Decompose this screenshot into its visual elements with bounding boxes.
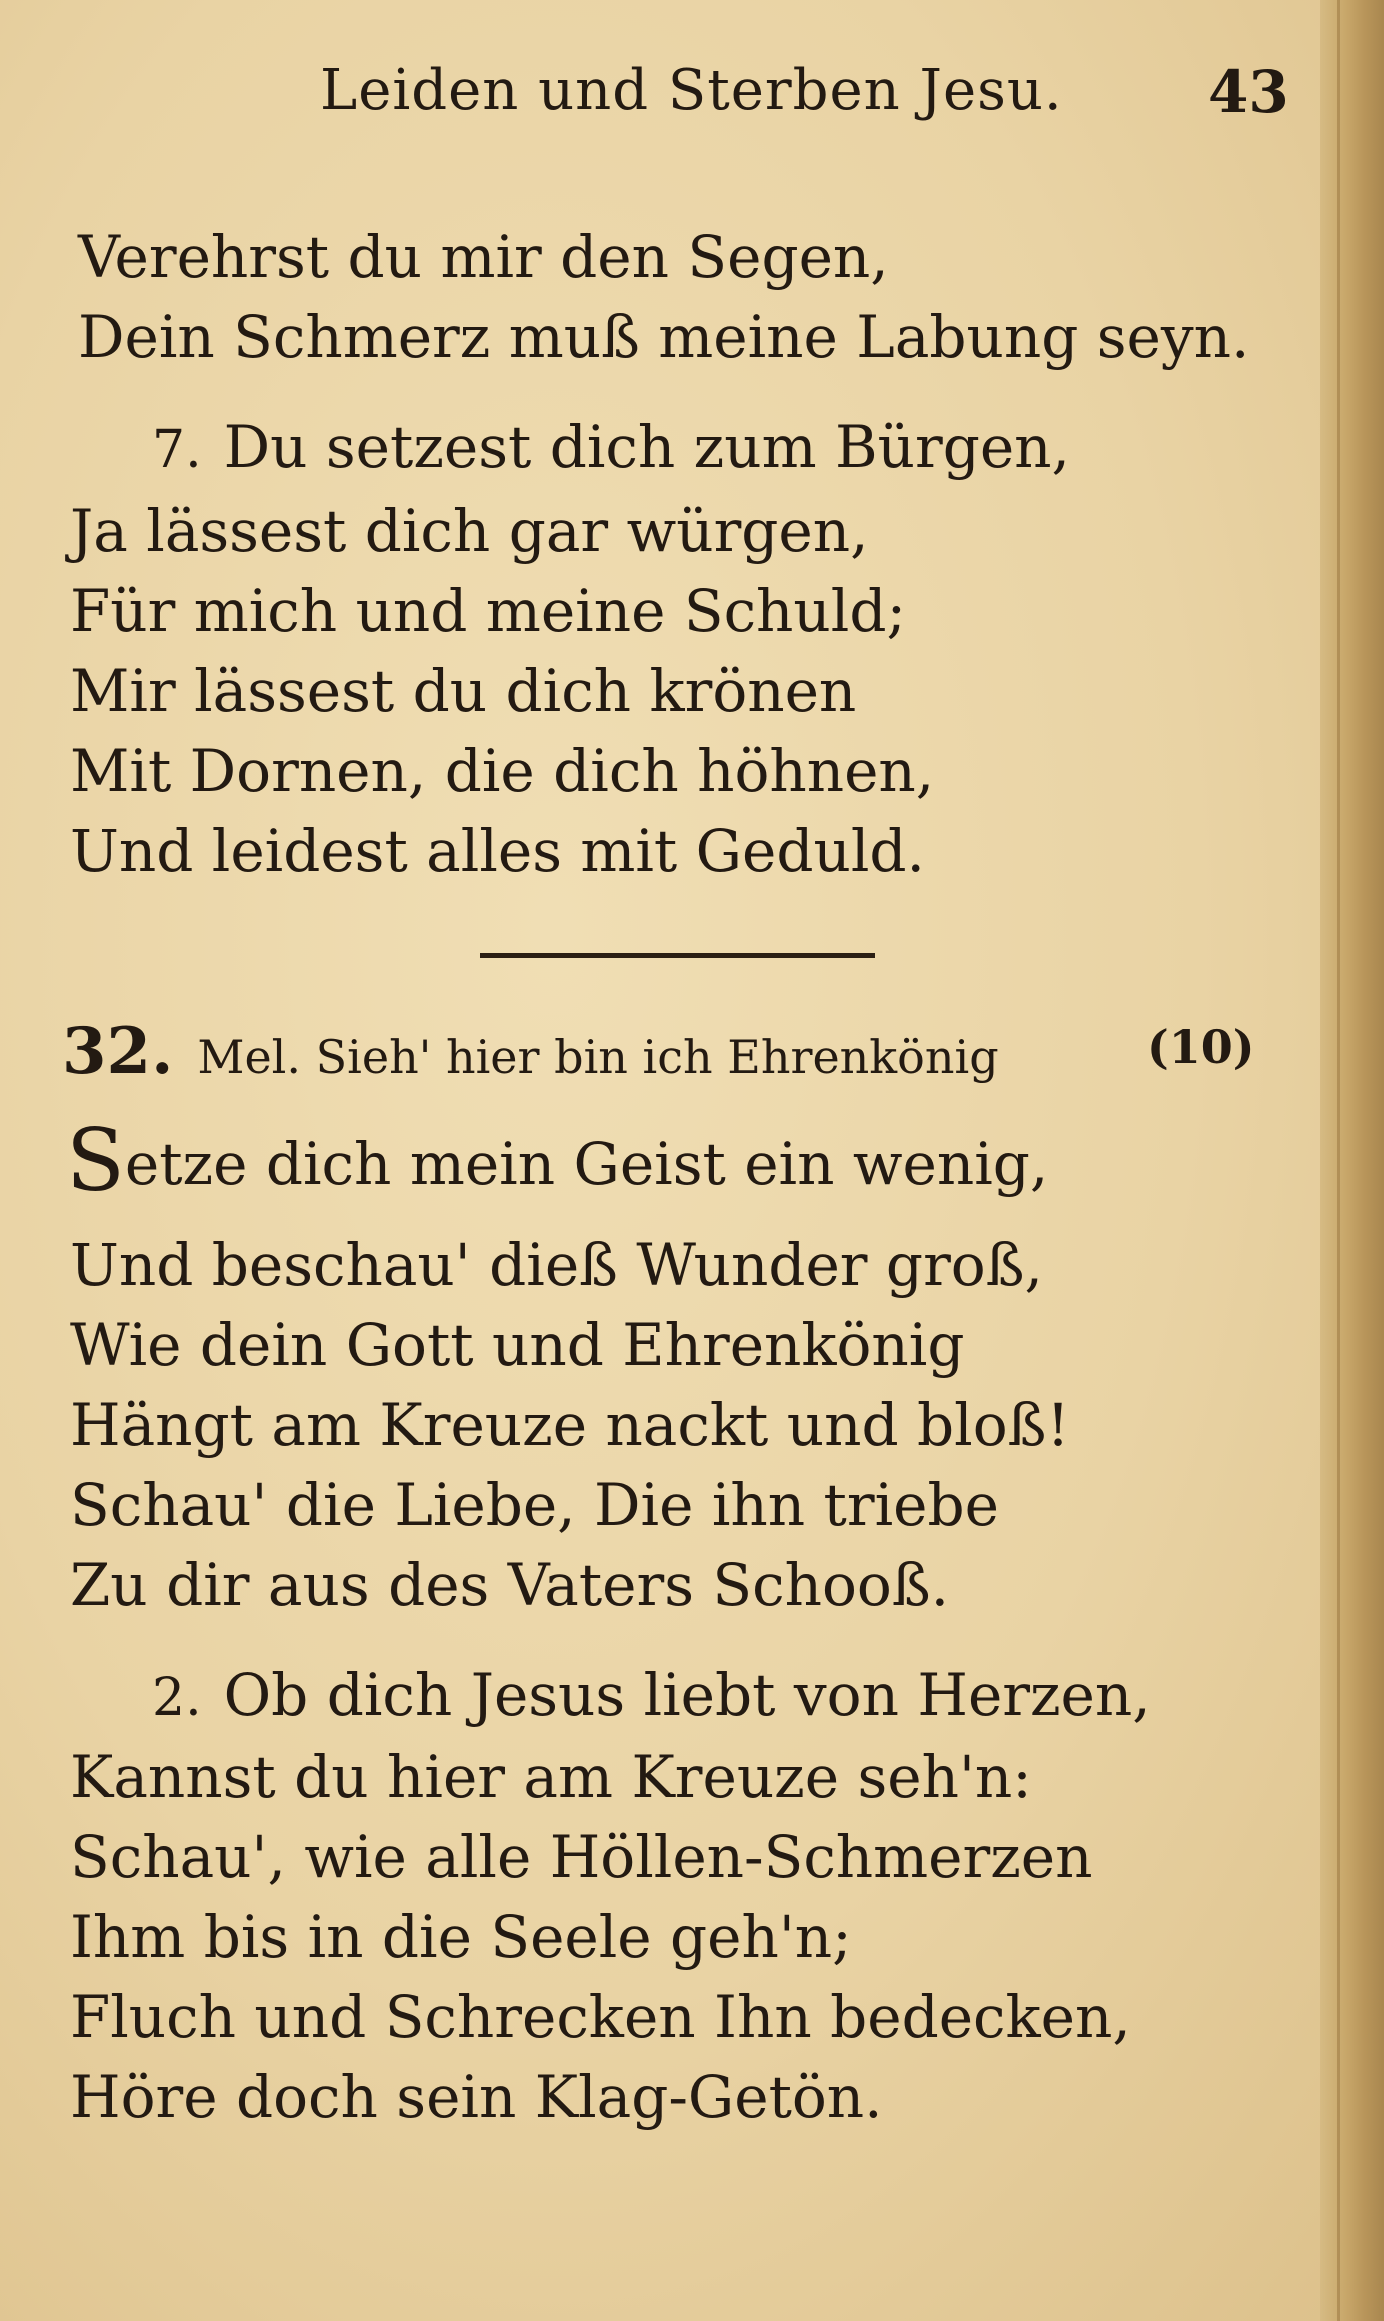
verse-line: Wie dein Gott und Ehrenkönig [70, 1311, 965, 1379]
hymn-number: 32. [62, 1014, 174, 1089]
verse-line: Mit Dornen, die dich höhnen, [70, 737, 935, 805]
page-number: 43 [1208, 58, 1289, 126]
hymn-first-line [66, 1111, 1049, 1211]
melody-indication: Mel. Sieh' hier bin ich Ehrenkönig [197, 1030, 999, 1084]
page-edge [1320, 0, 1384, 2321]
verse-line: Zu dir aus des Vaters Schooß. [70, 1551, 950, 1619]
verse-text: Ob dich Jesus liebt von Herzen, [223, 1661, 1151, 1729]
verse-text: etze dich mein Geist ein wenig, [124, 1130, 1049, 1198]
verse-line: Und beschau' dieß Wunder groß, [70, 1231, 1043, 1299]
verse-line: Und leidest alles mit Geduld. [70, 817, 925, 885]
verse-text: Du setzest dich zum Bürgen, [223, 413, 1070, 481]
stanza-7-first-line [152, 413, 1070, 481]
verse-line: Schau', wie alle Höllen-Schmerzen [70, 1823, 1093, 1891]
verse-line: Fluch und Schrecken Ihn bedecken, [70, 1983, 1131, 2051]
verse-line: Kannst du hier am Kreuze seh'n: [70, 1743, 1032, 1811]
verse-line: Hängt am Kreuze nackt und bloß! [70, 1391, 1070, 1459]
verse-line: Für mich und meine Schuld; [70, 577, 906, 645]
page-header [0, 58, 1320, 138]
verse-line: Ja lässest dich gar würgen, [70, 497, 869, 565]
stanza-number: 7. [152, 420, 202, 480]
section-divider [480, 953, 875, 958]
verse-line: Dein Schmerz muß meine Labung seyn. [78, 303, 1250, 371]
verse-line: Ihm bis in die Seele geh'n; [70, 1903, 852, 1971]
stanza-2-first-line [152, 1661, 1151, 1729]
verse-line: Höre doch sein Klag-Getön. [70, 2063, 883, 2131]
page-edge-shadow [1337, 0, 1340, 2321]
melody-reference: (10) [1147, 1020, 1255, 1074]
stanza-number: 2. [152, 1668, 202, 1728]
verse-line: Schau' die Liebe, Die ihn triebe [70, 1471, 999, 1539]
hymn-heading [62, 1014, 1255, 1089]
verse-line: Mir lässest du dich krönen [70, 657, 857, 725]
drop-initial: S [66, 1111, 125, 1211]
verse-line: Verehrst du mir den Segen, [78, 223, 889, 291]
running-title: Leiden und Sterben Jesu. [320, 58, 1063, 123]
